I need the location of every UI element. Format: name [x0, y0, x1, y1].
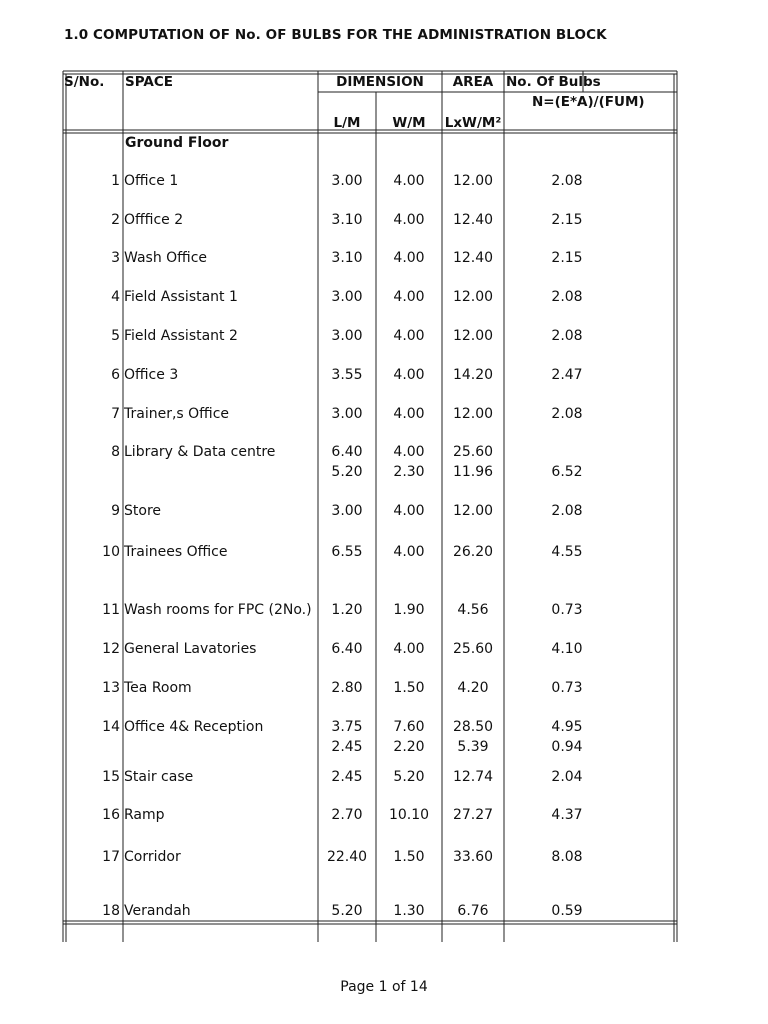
- cell-bulbs: 4.37: [551, 807, 583, 823]
- cell-wm: 4.00: [393, 212, 425, 228]
- cell-bulbs: 0.59: [551, 903, 583, 919]
- cell-area: 27.27: [452, 807, 494, 823]
- cell-area: 12.40: [452, 212, 494, 228]
- cell-space: Wash Office: [124, 250, 208, 266]
- cell-sno: 5: [111, 328, 120, 344]
- cell-lm: 2.80: [331, 680, 363, 696]
- cell-lm: 3.00: [331, 503, 363, 519]
- cell-sno: 4: [111, 289, 120, 305]
- cell-wm: 4.00: [393, 503, 425, 519]
- cell-bulbs: 2.15: [551, 212, 583, 228]
- cell-space: Verandah: [124, 903, 191, 919]
- cell-sno: 13: [102, 680, 120, 696]
- cell-sno: 11: [102, 602, 120, 618]
- cell-space: Office 1: [124, 173, 179, 189]
- cell-area: 6.76: [457, 903, 489, 919]
- cell-lm: 1.20: [331, 602, 363, 618]
- cell-sno: 14: [102, 719, 120, 735]
- cell-space: Store: [124, 503, 162, 519]
- cell-space: Offfice 2: [124, 212, 184, 228]
- cell-sno: 2: [111, 212, 120, 228]
- cell-wm: 7.60: [393, 719, 425, 735]
- header-bulbs: No. Of Bulbs: [506, 74, 601, 90]
- cell-bulbs-sub: 6.52: [551, 464, 583, 480]
- cell-sno: 8: [111, 444, 120, 460]
- cell-lm: 3.00: [331, 328, 363, 344]
- cell-space: Office 3: [124, 367, 179, 383]
- cell-sno: 3: [111, 250, 120, 266]
- cell-space: Field Assistant 1: [124, 289, 238, 305]
- cell-sno: 18: [102, 903, 120, 919]
- cell-area: 12.40: [452, 250, 494, 266]
- cell-lm: 3.00: [331, 173, 363, 189]
- cell-wm: 10.10: [388, 807, 430, 823]
- cell-space: Ramp: [124, 807, 165, 823]
- header-wm: W/M: [392, 115, 426, 131]
- cell-space: Wash rooms for FPC (2No.): [124, 602, 312, 618]
- cell-sno: 6: [111, 367, 120, 383]
- cell-bulbs: 2.04: [551, 769, 583, 785]
- page-title: 1.0 COMPUTATION OF No. OF BULBS FOR THE ADMINISTRATION BLOCK: [64, 27, 607, 43]
- header-formula: N=(E*A)/(FUM): [532, 94, 645, 110]
- cell-lm: 22.40: [326, 849, 368, 865]
- cell-area: 25.60: [452, 641, 494, 657]
- cell-space: Trainer,s Office: [124, 406, 230, 422]
- cell-area: 14.20: [452, 367, 494, 383]
- cell-sno: 16: [102, 807, 120, 823]
- cell-wm: 4.00: [393, 173, 425, 189]
- cell-area: 12.00: [452, 328, 494, 344]
- cell-area: 12.74: [452, 769, 494, 785]
- cell-lm-sub: 5.20: [331, 464, 363, 480]
- cell-bulbs: 2.08: [551, 406, 583, 422]
- cell-bulbs: 2.08: [551, 503, 583, 519]
- cell-wm: 4.00: [393, 250, 425, 266]
- cell-lm: 3.10: [331, 212, 363, 228]
- cell-space: Corridor: [124, 849, 181, 865]
- cell-wm-sub: 2.20: [393, 739, 425, 755]
- cell-lm: 6.40: [331, 444, 363, 460]
- cell-space: Office 4& Reception: [124, 719, 264, 735]
- cell-area: 25.60: [452, 444, 494, 460]
- cell-bulbs: 2.15: [551, 250, 583, 266]
- cell-area: 28.50: [452, 719, 494, 735]
- cell-area: 12.00: [452, 173, 494, 189]
- cell-bulbs: 2.08: [551, 173, 583, 189]
- cell-space: Trainees Office: [124, 544, 228, 560]
- cell-area: 12.00: [452, 289, 494, 305]
- cell-lm: 3.55: [331, 367, 363, 383]
- cell-wm: 4.00: [393, 444, 425, 460]
- cell-bulbs: 4.95: [551, 719, 583, 735]
- cell-sno: 12: [102, 641, 120, 657]
- cell-area: 26.20: [452, 544, 494, 560]
- cell-bulbs: 4.10: [551, 641, 583, 657]
- cell-bulbs: 2.08: [551, 328, 583, 344]
- cell-space: Library & Data centre: [124, 444, 276, 460]
- cell-lm-sub: 2.45: [331, 739, 363, 755]
- cell-bulbs: 2.47: [551, 367, 583, 383]
- header-space: SPACE: [125, 74, 173, 90]
- cell-lm: 2.45: [331, 769, 363, 785]
- cell-sno: 7: [111, 406, 120, 422]
- cell-space: Field Assistant 2: [124, 328, 238, 344]
- cell-wm: 4.00: [393, 289, 425, 305]
- cell-space: Tea Room: [124, 680, 192, 696]
- cell-lm: 3.00: [331, 289, 363, 305]
- cell-sno: 1: [111, 173, 120, 189]
- cell-wm: 4.00: [393, 406, 425, 422]
- cell-wm: 1.50: [393, 849, 425, 865]
- header-lxw: LxW/M²: [444, 115, 502, 131]
- cell-area: 33.60: [452, 849, 494, 865]
- cell-wm: 1.90: [393, 602, 425, 618]
- cell-space: General Lavatories: [124, 641, 257, 657]
- header-lm: L/M: [333, 115, 361, 131]
- cell-bulbs: 0.73: [551, 680, 583, 696]
- cell-lm: 3.00: [331, 406, 363, 422]
- cell-lm: 5.20: [331, 903, 363, 919]
- cell-sno: 9: [111, 503, 120, 519]
- cell-area: 4.20: [457, 680, 489, 696]
- cell-wm: 4.00: [393, 367, 425, 383]
- header-dimension: DIMENSION: [336, 74, 424, 90]
- cell-lm: 3.75: [331, 719, 363, 735]
- cell-bulbs: 0.73: [551, 602, 583, 618]
- cell-sno: 10: [102, 544, 120, 560]
- cell-bulbs: 2.08: [551, 289, 583, 305]
- cell-wm: 4.00: [393, 641, 425, 657]
- header-area: AREA: [452, 74, 494, 90]
- cell-lm: 6.40: [331, 641, 363, 657]
- cell-wm: 1.50: [393, 680, 425, 696]
- page-number: Page 1 of 14: [340, 979, 428, 995]
- cell-area: 12.00: [452, 503, 494, 519]
- cell-area: 12.00: [452, 406, 494, 422]
- cell-sno: 17: [102, 849, 120, 865]
- cell-sno: 15: [102, 769, 120, 785]
- header-sno: S/No.: [64, 74, 105, 90]
- cell-bulbs-sub: 0.94: [551, 739, 583, 755]
- cell-lm: 3.10: [331, 250, 363, 266]
- cell-bulbs: 4.55: [551, 544, 583, 560]
- cell-wm-sub: 2.30: [393, 464, 425, 480]
- cell-lm: 2.70: [331, 807, 363, 823]
- cell-area-sub: 11.96: [452, 464, 494, 480]
- cell-area: 4.56: [457, 602, 489, 618]
- cell-wm: 4.00: [393, 544, 425, 560]
- cell-space: Stair case: [124, 769, 194, 785]
- cell-wm: 4.00: [393, 328, 425, 344]
- cell-wm: 1.30: [393, 903, 425, 919]
- cell-lm: 6.55: [331, 544, 363, 560]
- cell-area-sub: 5.39: [457, 739, 489, 755]
- cell-bulbs: 8.08: [551, 849, 583, 865]
- cell-wm: 5.20: [393, 769, 425, 785]
- section-label: Ground Floor: [125, 135, 229, 151]
